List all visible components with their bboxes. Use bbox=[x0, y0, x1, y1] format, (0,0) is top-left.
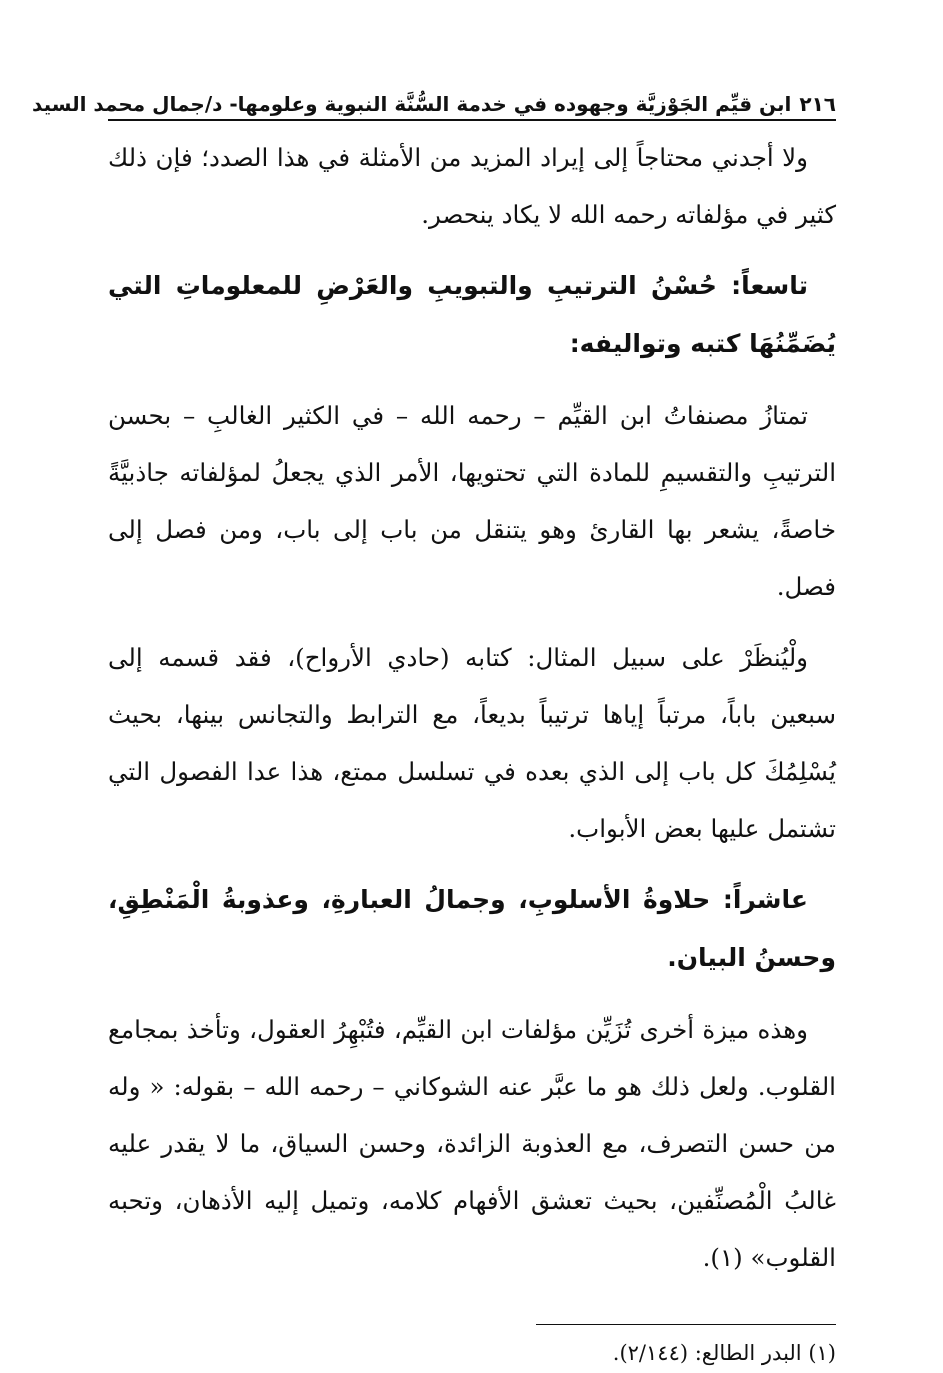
section9-paragraph-2: ولْيُنظَرْ على سبيل المثال: كتابه (حادي الأرواح)، فقد قسمه إلى سبعين باباً، مرتباً إياها ترتيباً بديعاً، مع الترابط والتجانس بينها، بحيث يُسْلِمُكَ كل باب إلى الذي بعده في تسلسل ممتع، هذا عدا الفصول التي تشتمل عليها بعض الأبواب. bbox=[108, 643, 836, 843]
section-heading-9: تاسعاً: حُسْنُ الترتيبِ والتبويبِ والعَرْضِ للمعلوماتِ التي يُضَمِّنُهَا كتبه وتواليفه: bbox=[108, 271, 836, 358]
intro-paragraph: ولا أجدني محتاجاً إلى إيراد المزيد من الأمثلة في هذا الصدد؛ فإن ذلك كثير في مؤلفاته رحمه الله لا يكاد ينحصر. bbox=[108, 143, 836, 229]
running-title: ابن قيِّم الجَوْزيَّة وجهوده في خدمة السُّنَّة النبوية وعلومها- د/جمال محمد السيد bbox=[32, 92, 792, 116]
running-header bbox=[32, 78, 836, 121]
book-page bbox=[32, 78, 836, 1373]
footnote-divider bbox=[536, 1324, 836, 1325]
footnote: (١) البدر الطالع: (٢/١٤٤). bbox=[612, 1341, 836, 1365]
page-number: ٢١٦ bbox=[799, 92, 836, 116]
section-heading-10: عاشراً: حلاوةُ الأسلوبِ، وجمالُ العبارةِ، وعذوبةُ الْمَنْطِقِ، وحسنُ البيان. bbox=[108, 885, 836, 972]
section9-paragraph-1: تمتازُ مصنفاتُ ابن القيِّم – رحمه الله – في الكثير الغالبِ – بحسن الترتيبِ والتقسيمِ للمادة التي تحتويها، الأمر الذي يجعلُ لمؤلفاته جاذبيَّةً خاصةً، يشعر بها القارئ وهو يتنقل من باب إلى باب، ومن فصل إلى فصل. bbox=[108, 401, 836, 601]
section10-paragraph-1: وهذه ميزة أخرى تُزَيِّن مؤلفات ابن القيِّم، فتُبْهِرُ العقول، وتأخذ بمجامع القلوب. ولعل ذلك هو ما عبَّر عنه الشوكاني – رحمه الله – بقوله: « وله من حسن التصرف، مع العذوبة الزائدة، وحسن السياق، ما لا يقدر عليه غالبُ الْمُصنِّفين، بحيث تعشق الأفهام كلامه، وتميل إليه الأذهان، وتحبه القلوب» (١). bbox=[108, 1015, 836, 1272]
